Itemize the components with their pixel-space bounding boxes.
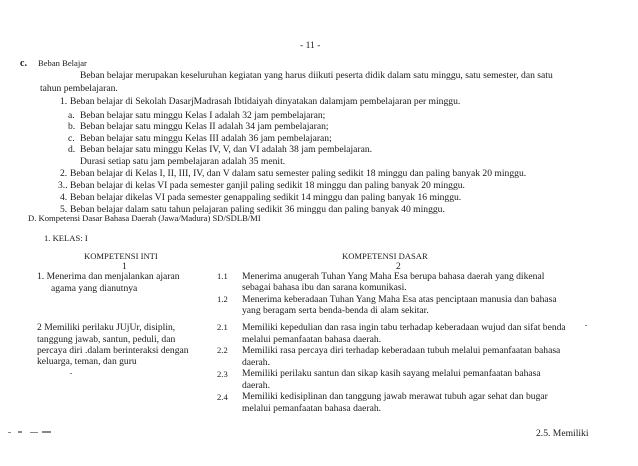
continuation-text: 2.5. Memiliki — [536, 428, 589, 439]
kd-text: Menerima anugerah Tuhan Yang Maha Esa berupa bahasa daerah yang dikenal — [242, 271, 545, 282]
sub-item-letter: c. — [68, 133, 75, 144]
kd-text: daerah. — [242, 357, 270, 368]
sub-item-text: Beban belajar satu minggu Kelas IV, V, dan VI adalah 38 jam pembelajaran. — [80, 144, 373, 155]
kelas-label: 1. KELAS: I — [44, 233, 88, 243]
intro-line-2: tahun pembelajaran. — [40, 83, 118, 94]
kd-text: sebagai bahasa ibu dan sarana komunikasi. — [242, 282, 407, 293]
header-column-number: 1 — [122, 261, 127, 272]
kd-text: yang beragam serta benda-benda di alam sekitar. — [242, 305, 429, 316]
sub-item-text: Beban belajar satu minggu Kelas II adalah 34 jam pembelajaran; — [80, 121, 329, 132]
item-number: 2. — [60, 168, 68, 179]
section-title: Beban Belajar — [38, 58, 87, 68]
item-number: 5. — [60, 204, 68, 215]
item-number: 4. — [60, 192, 68, 203]
header-kompetensi-dasar: KOMPETENSI DASAR — [342, 251, 428, 261]
kd-text: daerah. — [242, 380, 270, 391]
kd-number: 2.1 — [217, 322, 228, 332]
kd-text: melalui pemanfaatan bahasa daerah. — [242, 334, 382, 345]
page-number: - 11 - — [300, 40, 321, 51]
ki-text: tanggung jawab, santun, peduli, dan — [37, 334, 176, 345]
kd-number: 1.2 — [217, 294, 228, 304]
kd-number: 2.2 — [217, 345, 228, 355]
durasi-line: Durasi setiap satu jam pembelajaran adalah 35 menit. — [80, 156, 286, 167]
kd-number: 2.3 — [217, 369, 228, 379]
sub-item-text: Beban belajar satu minggu Kelas I adalah 32 jam pembelajaran; — [80, 110, 326, 121]
sub-item-letter: a. — [68, 110, 75, 121]
kd-text: Menerima keberadaan Tuhan Yang Maha Esa atas penciptaan manusia dan bahasa — [242, 294, 557, 305]
item-1-number: 1. — [60, 96, 68, 107]
item-text: Beban belajar dalam satu tahun pelajaran paling sedikit 36 minggu dan paling banyak 40 minggu. — [70, 204, 445, 215]
header-kompetensi-inti: KOMPETENSI INTI — [84, 251, 158, 261]
kd-text: melalui pemanfaatan bahasa daerah. — [242, 403, 382, 414]
kd-text: Memiliki kepedulian dan rasa ingin tabu terhadap keberadaan wujud dan sifat benda — [242, 322, 566, 333]
ki-text: 1. Menerima dan menjalankan ajaran — [37, 271, 180, 282]
kd-text: Memiliki kedisiplinan dan tanggung jawab merawat tubuh agar sehat dan bugar — [242, 391, 548, 402]
item-text: Beban belajar dikelas VI pada semester genappaling sedikit 14 minggu dan paling banyak 16 minggu. — [70, 192, 462, 203]
item-number: 3.. — [58, 180, 68, 191]
intro-line-1: Beban belajar merupakan keseluruhan kegiatan yang harus diikuti peserta didik dalam satu minggu, satu semester, dan satu — [80, 70, 553, 81]
item-text: Beban belajar di kelas VI pada semester ganjil paling sedikit 18 minggu dan paling banyak 20 minggu. — [70, 180, 465, 191]
sub-item-letter: b. — [68, 121, 76, 132]
section-letter: c. — [20, 58, 27, 69]
kd-text: Memiliki perilaku santun dan sikap kasih sayang melalui pemanfaatan bahasa — [242, 368, 541, 379]
sub-item-text: Beban belajar satu minggu Kelas III adalah 36 jam pembelajaran; — [80, 133, 332, 144]
ki-text: keluarga, teman, dan guru — [37, 356, 137, 367]
kd-number: 1.1 — [217, 271, 228, 281]
ki-text: percaya diri .dalam berinteraksi dengan — [37, 345, 189, 356]
ki-text: agama yang dianutnya — [51, 283, 138, 294]
item-text: Beban belajar di Kelas I, II, III, IV, dan V dalam satu semester paling sedikit 18 minggu dan paling banyak 20 minggu. — [70, 168, 527, 179]
kd-text: Memiliki rasa percaya diri terhadap keberadaan tubuh melalui pemanfaatan bahasa — [242, 345, 561, 356]
ki-text: 2 Memiliki perilaku JUjUr, disiplin, — [37, 322, 176, 333]
section-d-title: D. Kompetensi Dasar Bahasa Daerah (Jawa/Madura) SD/SDLB/MI — [28, 213, 261, 223]
sub-item-letter: d. — [68, 144, 76, 155]
kd-number: 2.4 — [217, 392, 228, 402]
item-1-text: Beban belajar di Sekolah DasarjMadrasah Ibtidaiyah dinyatakan dalamjam pembelajaran per minggu. — [70, 96, 461, 107]
header-column-number: 2 — [396, 261, 401, 272]
